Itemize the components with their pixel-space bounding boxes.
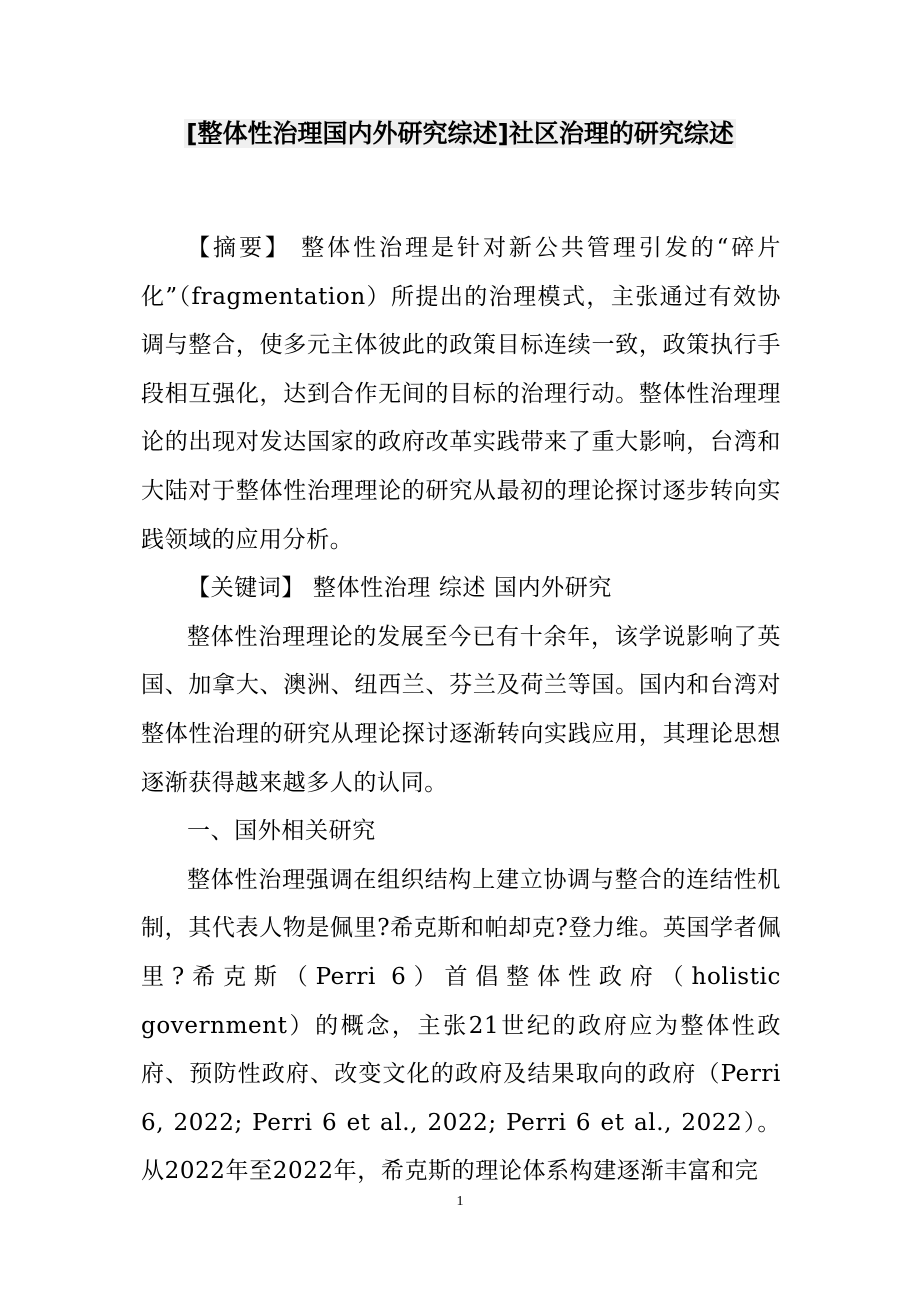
keywords-paragraph: 【关键词】 整体性治理 综述 国内外研究 <box>187 575 612 602</box>
intro-paragraph: 整体性治理理论的发展至今已有十余年，该学说影响了英国、加拿大、澳洲、纽西兰、芬兰及荷兰等国。国内和台湾对整体性治理的研究从理论探讨逐渐转向实践应用，其理论思想逐渐获得越来越多人的认同。 <box>141 623 781 796</box>
section-heading: 一、国外相关研究 <box>187 818 376 845</box>
abstract-paragraph: 【摘要】 整体性治理是针对新公共管理引发的“碎片化”（fragmentation）所提出的治理模式，主张通过有效协调与整合，使多元主体彼此的政策目标连续一致，政策执行手段相互强化，达到合作无间的目标的治理行动。整体性治理理论的出现对发达国家的政府改革实践带来了重大影响，台湾和大陆对于整体性治理理论的研究从最初的理论探讨逐步转向实践领域的应用分析。 <box>141 235 781 553</box>
document-title <box>0 114 920 154</box>
document-body <box>141 224 781 1196</box>
section-paragraph: 整体性治理强调在组织结构上建立协调与整合的连结性机制，其代表人物是佩里?希克斯和帕却克?登力维。英国学者佩里?希克斯（Perri 6）首倡整体性政府（holistic government）的概念，主张21世纪的政府应为整体性政府、预防性政府、改变文化的政府及结果取向的政府（Perri 6, 2022; Perri 6 et al., 2022; Perri 6 et al., 2022）。从2022年至2022年，希克斯的理论体系构建逐渐丰富和完 <box>141 866 781 1185</box>
page-number: 1 <box>456 1194 464 1209</box>
document-title-text: [整体性治理国内外研究综述]社区治理的研究综述 <box>186 119 734 148</box>
